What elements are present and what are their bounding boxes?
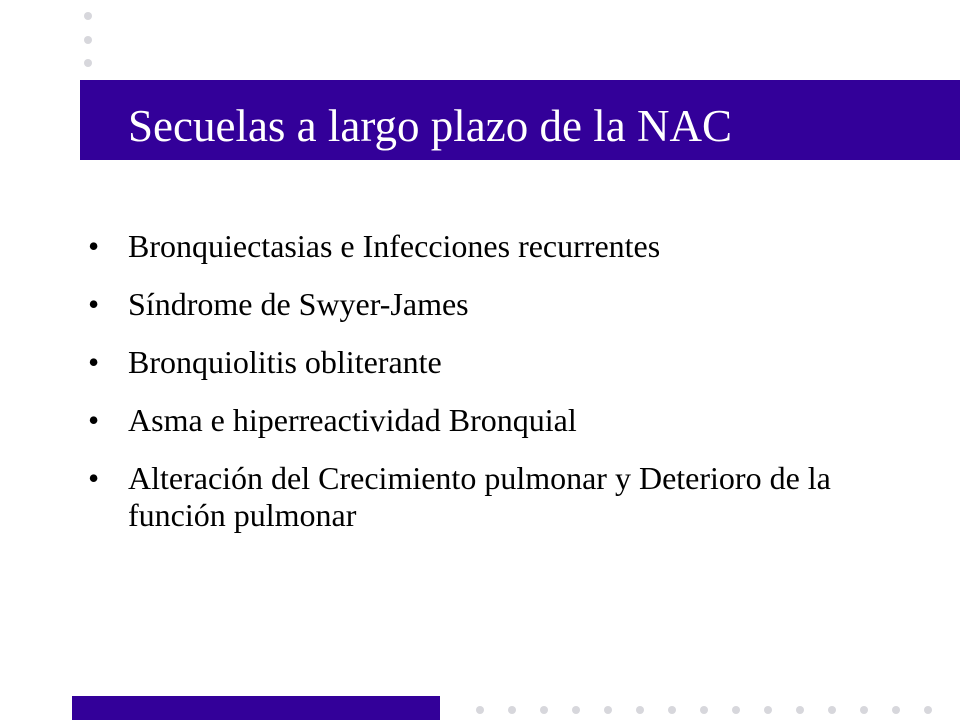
bullet-list bbox=[88, 228, 868, 555]
bullet-icon: • bbox=[88, 402, 100, 438]
decorative-dot bbox=[892, 706, 900, 714]
bullet-item bbox=[88, 402, 868, 439]
bullet-icon: • bbox=[88, 286, 100, 322]
bullet-icon: • bbox=[88, 228, 100, 264]
decorative-dot bbox=[732, 706, 740, 714]
decorative-dot bbox=[540, 706, 548, 714]
decorative-dot bbox=[796, 706, 804, 714]
bullet-text: Asma e hiperreactividad Bronquial bbox=[128, 402, 577, 438]
bullet-icon: • bbox=[88, 344, 100, 380]
bullet-item bbox=[88, 228, 868, 265]
decorative-dot bbox=[604, 706, 612, 714]
decorative-dot bbox=[764, 706, 772, 714]
decorative-dot bbox=[84, 59, 92, 67]
decorative-dot bbox=[84, 12, 92, 20]
decorative-dot bbox=[828, 706, 836, 714]
bullet-text: Alteración del Crecimiento pulmonar y Deterioro de la función pulmonar bbox=[128, 460, 831, 533]
bottom-accent-bar bbox=[72, 696, 440, 720]
bullet-item bbox=[88, 460, 868, 534]
decorative-dot bbox=[572, 706, 580, 714]
bullet-text: Bronquiolitis obliterante bbox=[128, 344, 442, 380]
bullet-item bbox=[88, 286, 868, 323]
decorative-dot bbox=[508, 706, 516, 714]
bullet-icon: • bbox=[88, 460, 100, 496]
decorative-dot bbox=[924, 706, 932, 714]
bullet-text: Síndrome de Swyer-James bbox=[128, 286, 469, 322]
bullet-text: Bronquiectasias e Infecciones recurrentes bbox=[128, 228, 661, 264]
decorative-dot bbox=[700, 706, 708, 714]
decorative-dot bbox=[476, 706, 484, 714]
decorative-dot bbox=[860, 706, 868, 714]
decorative-dot bbox=[668, 706, 676, 714]
decorative-dot bbox=[84, 36, 92, 44]
decorative-dot bbox=[636, 706, 644, 714]
bullet-item bbox=[88, 344, 868, 381]
slide-title: Secuelas a largo plazo de la NAC bbox=[128, 101, 732, 151]
